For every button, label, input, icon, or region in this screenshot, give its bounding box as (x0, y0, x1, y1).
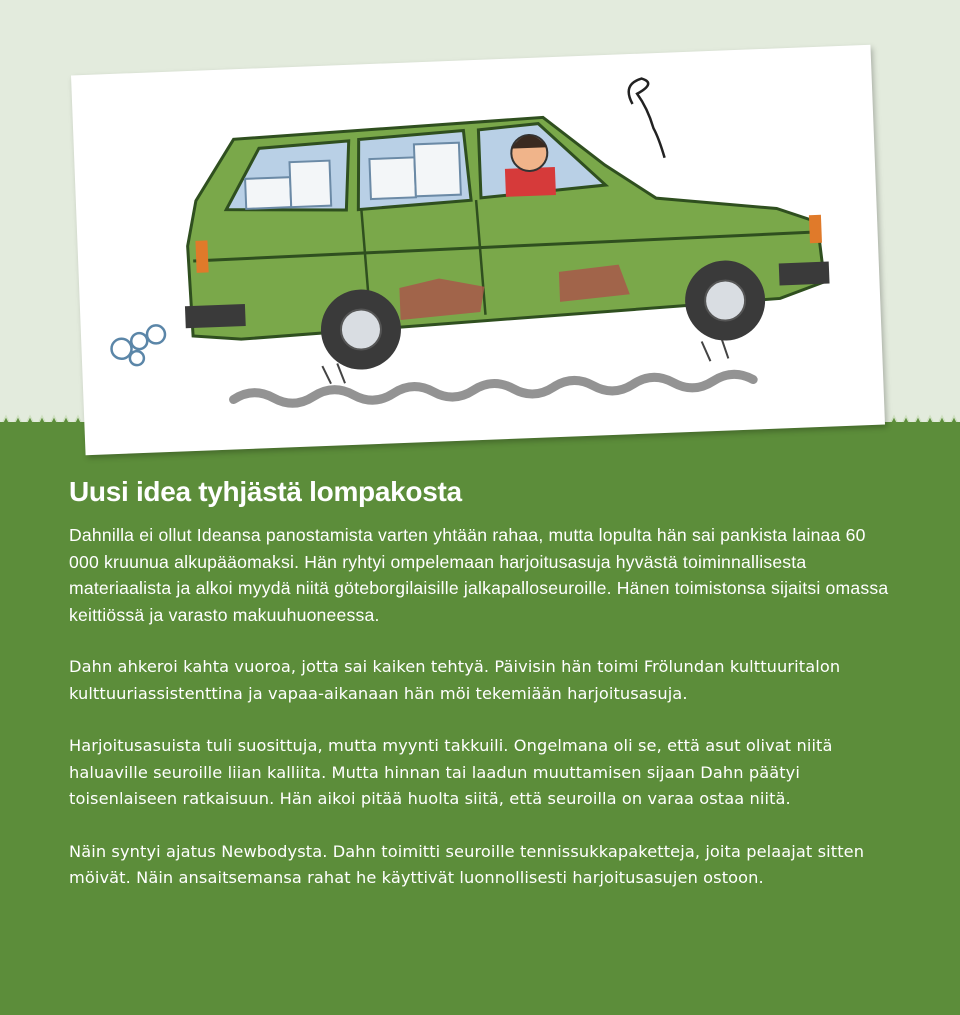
car-drawing (71, 45, 885, 455)
exhaust-smoke-icon (111, 325, 166, 366)
road-shadow (233, 374, 753, 406)
article-title: Uusi idea tyhjästä lompakosta (69, 476, 462, 507)
article-paragraph: Dahn ahkeroi kahta vuoroa, jotta sai kaiken tehtyä. Päivisin hän toimi Frölundan kulttuuritalon kulttuuriassistenttina ja vapaa-aikanaan hän möi tekemiään harjoitusasuja. (69, 657, 841, 703)
article-paragraph: Harjoitusasuista tuli suosittuja, mutta myynti takkuili. Ongelmana oli se, että asut olivat niitä haluaville seuroille liian kalliita. Mutta hinnan tai laadun muuttamisen sijaan Dahn päätyi toisenlaiseen ratkaisuun. Hän aikoi pitää huolta siitä, että seuroilla on varaa ostaa niitä. (69, 736, 833, 808)
article-paragraph: Dahnilla ei ollut Ideansa panostamista varten yhtään rahaa, mutta lopulta hän sai pankista lainaa 60 000 kruunua alkupääomaksi. Hän ryhtyi ompelemaan harjoitusasuja hyvästä toiminnallisesta materiaalista ja alkoi myydä niitä göteborgilaisille jalkapalloseuroille. Hänen toimistonsa sijaitsi omassa keittiössä ja varasto makuuhuoneessa. (69, 525, 889, 625)
car-illustration (71, 45, 885, 455)
article-paragraph: Näin syntyi ajatus Newbodysta. Dahn toimitti seuroille tennissukkapaketteja, joita pelaajat sitten möivät. Näin ansaitsemansa rahat he käyttivät luonnollisesti harjoitusasujen ostoon. (69, 841, 865, 887)
antenna-squiggle-icon (628, 78, 664, 159)
article (69, 476, 899, 918)
